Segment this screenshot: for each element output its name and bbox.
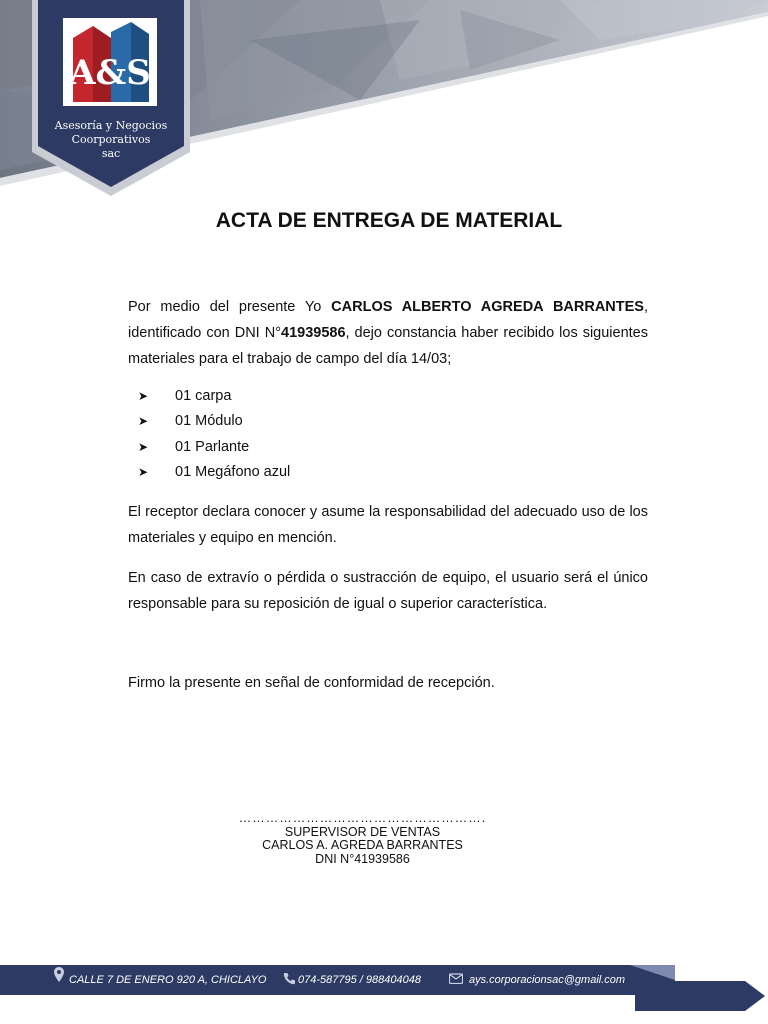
arrow-bullet-icon: ➤ bbox=[138, 439, 149, 454]
materials-list bbox=[138, 384, 290, 486]
signature-dni: DNI N°41939586 bbox=[315, 851, 410, 866]
location-icon bbox=[54, 967, 64, 982]
footer-email: ays.corporacionsac@gmail.com bbox=[469, 974, 626, 986]
footer-band bbox=[0, 958, 768, 1018]
intro-paragraph: Por medio del presente Yo CARLOS ALBERTO AGREDA BARRANTES, identificado con DNI N°41939586, dejo constancia haber recibido los siguientes materiales para el trabajo de campo del día 14/03; bbox=[128, 299, 649, 367]
list-item: ➤ 01 Megáfono azul bbox=[138, 460, 290, 485]
signature-role: SUPERVISOR DE VENTAS bbox=[284, 824, 441, 839]
conformity-paragraph: Firmo la presente en señal de conformidad de recepción. bbox=[128, 675, 495, 691]
recipient-dni: 41939586 bbox=[281, 325, 346, 341]
signature-block bbox=[200, 812, 525, 866]
footer-address: CALLE 7 DE ENERO 920 A, CHICLAYO bbox=[69, 974, 267, 986]
list-item: ➤ 01 Módulo bbox=[138, 409, 290, 434]
responsibility-paragraph: El receptor declara conocer y asume la responsabilidad del adecuado uso de los materiales y equipo en mención. bbox=[128, 504, 648, 546]
company-name: Asesoría y Negocios Coorporativos sac bbox=[54, 119, 168, 160]
arrow-bullet-icon: ➤ bbox=[138, 389, 149, 403]
arrow-bullet-icon: ➤ bbox=[138, 465, 149, 480]
footer-phone: 074-587795 / 988404048 bbox=[298, 974, 421, 986]
email-icon bbox=[449, 972, 463, 984]
document-title: ACTA DE ENTREGA DE MATERIAL bbox=[215, 209, 563, 232]
signature-name: CARLOS A. AGREDA BARRANTES bbox=[262, 838, 463, 852]
phone-icon bbox=[283, 972, 296, 985]
signature-line: ………………………………………………. bbox=[238, 811, 487, 825]
recipient-name: CARLOS ALBERTO AGREDA BARRANTES bbox=[331, 299, 644, 315]
list-item: ➤ 01 Parlante bbox=[138, 435, 290, 460]
arrow-bullet-icon: ➤ bbox=[138, 414, 149, 429]
list-item: ➤ 01 carpa bbox=[138, 384, 290, 409]
as-logo-icon bbox=[63, 18, 157, 106]
company-logo bbox=[63, 18, 157, 106]
svg-text:A&S: A&S bbox=[69, 53, 151, 93]
loss-paragraph: En caso de extravío o pérdida o sustracción de equipo, el usuario será el único responsable para su reposición de igual o superior característica. bbox=[128, 570, 648, 612]
